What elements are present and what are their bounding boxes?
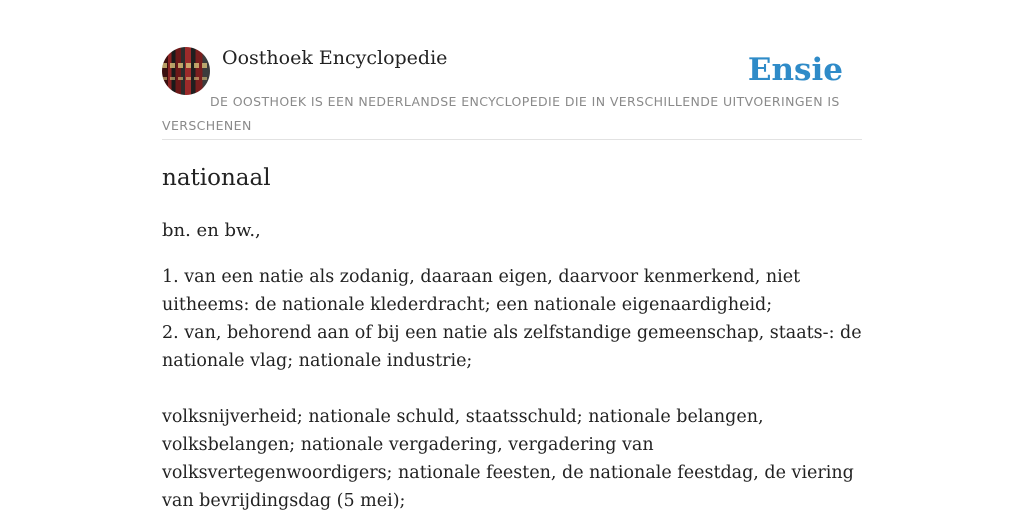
brand-logo[interactable]: Ensie [747, 52, 843, 88]
definition-line: volksnijverheid; nationale schuld, staatsschuld; nationale belangen, volksbelangen; nationale vergadering, vergadering van volksvertegenwoordigers; nationale feesten, de nationale feestdag, de viering van bevrijdingsdag (5 mei); [162, 407, 854, 511]
paragraph-gap [162, 375, 866, 403]
header-section [162, 46, 862, 140]
definition-body [162, 263, 866, 515]
source-avatar[interactable] [162, 47, 210, 95]
grammar-label: bn. en bw., [162, 220, 261, 241]
definition-line: 1. van een natie als zodanig, daaraan eigen, daarvoor kenmerkend, niet uitheems: de nationale klederdracht; een nationale eigenaardigheid; [162, 267, 801, 315]
source-description: DE OOSTHOEK IS EEN NEDERLANDSE ENCYCLOPEDIE DIE IN VERSCHILLENDE UITVOERINGEN IS VERSCHENEN [162, 94, 840, 133]
entry-title: nationaal [162, 165, 271, 191]
source-header [162, 46, 862, 140]
definition-line: 2. van, behorend aan of bij een natie als zelfstandige gemeenschap, staats-: de nationale vlag; nationale industrie; [162, 323, 862, 371]
source-title[interactable]: Oosthoek Encyclopedie [222, 47, 448, 69]
